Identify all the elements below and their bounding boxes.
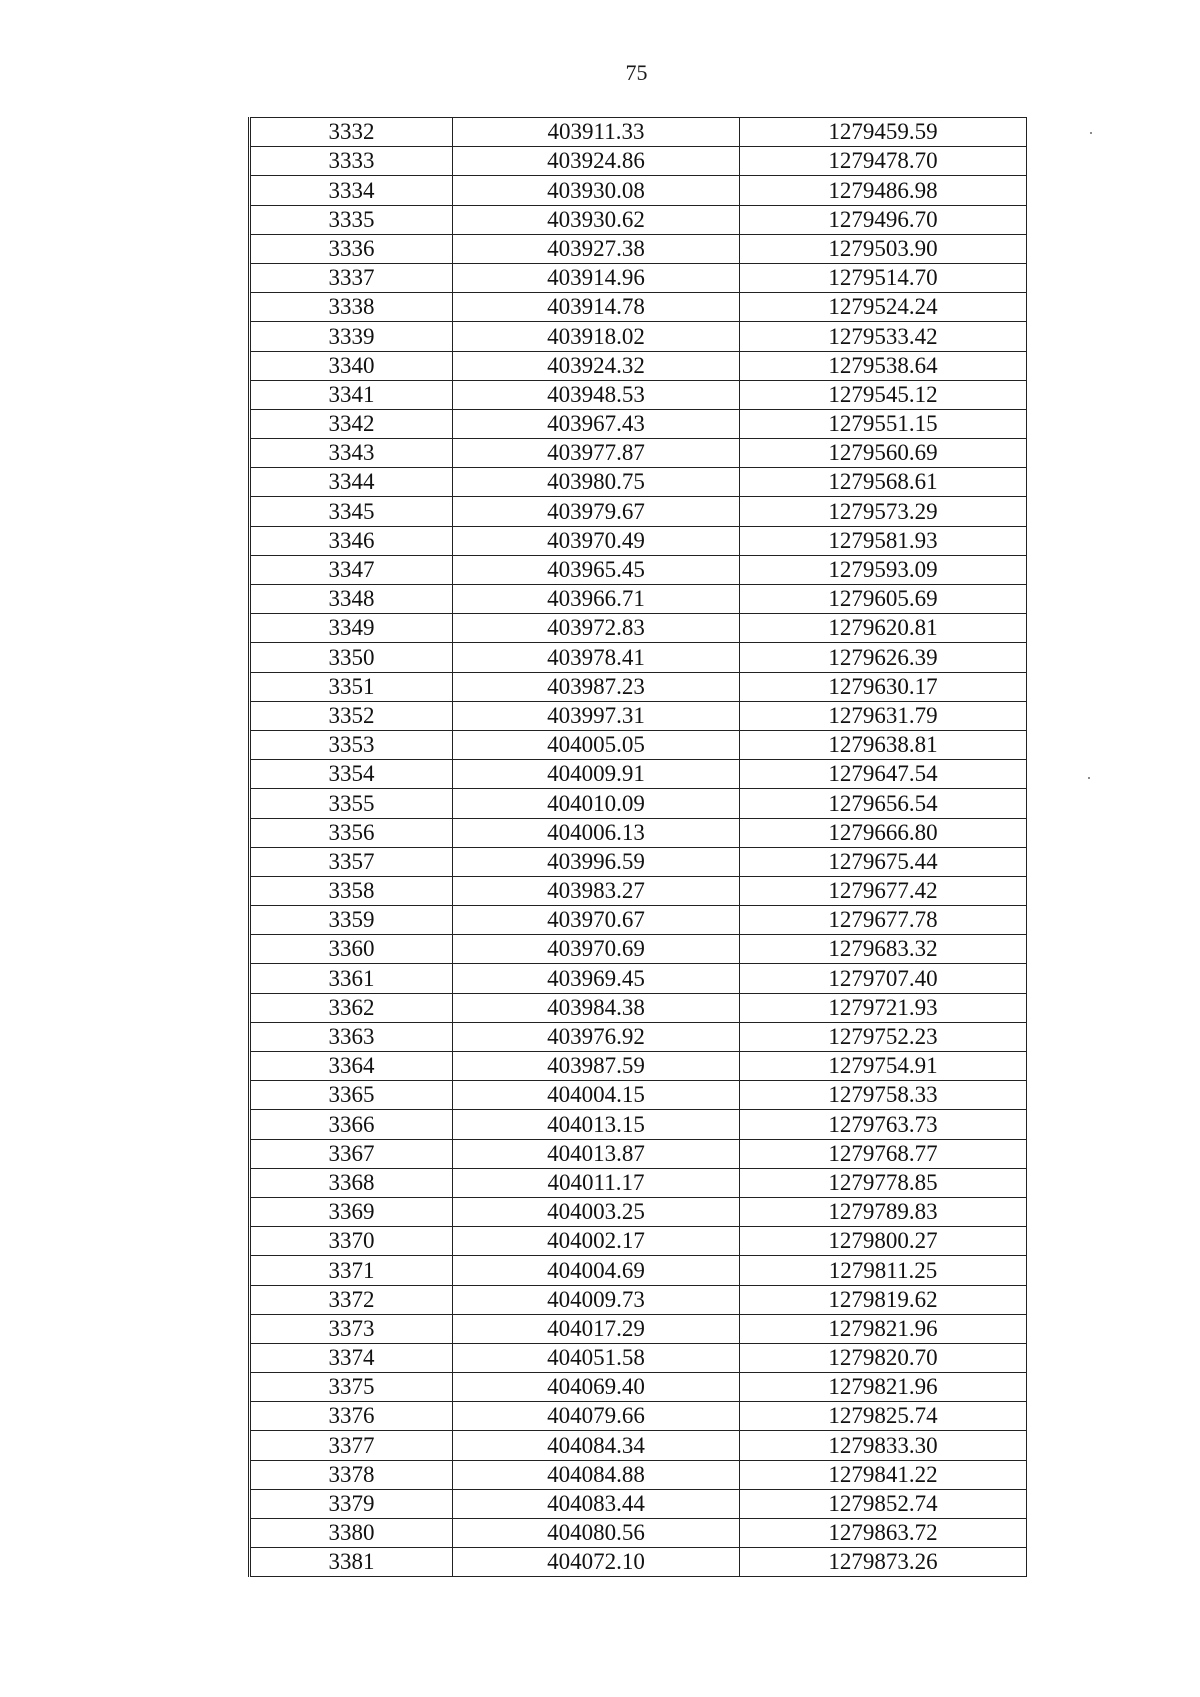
x-coordinate-cell: 404079.66 <box>453 1402 740 1431</box>
y-coordinate-cell: 1279656.54 <box>740 789 1027 818</box>
point-number-cell: 3368 <box>250 1168 453 1197</box>
x-coordinate-cell: 403924.32 <box>453 351 740 380</box>
y-coordinate-cell: 1279841.22 <box>740 1460 1027 1489</box>
point-number-cell: 3378 <box>250 1460 453 1489</box>
table-row <box>250 176 1027 205</box>
x-coordinate-cell: 404084.34 <box>453 1431 740 1460</box>
x-coordinate-cell: 404002.17 <box>453 1227 740 1256</box>
point-number-cell: 3350 <box>250 643 453 672</box>
y-coordinate-cell: 1279573.29 <box>740 497 1027 526</box>
table-row <box>250 1110 1027 1139</box>
y-coordinate-cell: 1279631.79 <box>740 701 1027 730</box>
x-coordinate-cell: 403930.62 <box>453 205 740 234</box>
table-row <box>250 1285 1027 1314</box>
page-number: 75 <box>625 60 648 85</box>
x-coordinate-cell: 403970.67 <box>453 906 740 935</box>
table-row <box>250 526 1027 555</box>
y-coordinate-cell: 1279524.24 <box>740 293 1027 322</box>
table-row <box>250 906 1027 935</box>
table-row <box>250 147 1027 176</box>
table-row <box>250 1489 1027 1518</box>
x-coordinate-cell: 404004.15 <box>453 1081 740 1110</box>
point-number-cell: 3360 <box>250 935 453 964</box>
point-number-cell: 3338 <box>250 293 453 322</box>
x-coordinate-cell: 403948.53 <box>453 380 740 409</box>
x-coordinate-cell: 403918.02 <box>453 322 740 351</box>
point-number-cell: 3354 <box>250 760 453 789</box>
table-row <box>250 380 1027 409</box>
table-row <box>250 263 1027 292</box>
y-coordinate-cell: 1279647.54 <box>740 760 1027 789</box>
table-row <box>250 409 1027 438</box>
point-number-cell: 3363 <box>250 1022 453 1051</box>
x-coordinate-cell: 404009.91 <box>453 760 740 789</box>
table-row <box>250 701 1027 730</box>
table-row <box>250 1402 1027 1431</box>
x-coordinate-cell: 404013.87 <box>453 1139 740 1168</box>
y-coordinate-cell: 1279820.70 <box>740 1343 1027 1372</box>
x-coordinate-cell: 404010.09 <box>453 789 740 818</box>
x-coordinate-cell: 403914.78 <box>453 293 740 322</box>
table-row <box>250 876 1027 905</box>
point-number-cell: 3372 <box>250 1285 453 1314</box>
x-coordinate-cell: 404051.58 <box>453 1343 740 1372</box>
y-coordinate-cell: 1279459.59 <box>740 118 1027 147</box>
y-coordinate-cell: 1279768.77 <box>740 1139 1027 1168</box>
table-row <box>250 1168 1027 1197</box>
point-number-cell: 3351 <box>250 672 453 701</box>
point-number-cell: 3335 <box>250 205 453 234</box>
y-coordinate-cell: 1279677.42 <box>740 876 1027 905</box>
point-number-cell: 3371 <box>250 1256 453 1285</box>
point-number-cell: 3357 <box>250 847 453 876</box>
y-coordinate-cell: 1279800.27 <box>740 1227 1027 1256</box>
table-row <box>250 964 1027 993</box>
table-row <box>250 935 1027 964</box>
table-row <box>250 1431 1027 1460</box>
table-row <box>250 1343 1027 1372</box>
point-number-cell: 3352 <box>250 701 453 730</box>
y-coordinate-cell: 1279677.78 <box>740 906 1027 935</box>
x-coordinate-cell: 403914.96 <box>453 263 740 292</box>
y-coordinate-cell: 1279789.83 <box>740 1197 1027 1226</box>
table-row <box>250 1519 1027 1548</box>
x-coordinate-cell: 403970.49 <box>453 526 740 555</box>
table-row <box>250 1081 1027 1110</box>
y-coordinate-cell: 1279666.80 <box>740 818 1027 847</box>
y-coordinate-cell: 1279581.93 <box>740 526 1027 555</box>
point-number-cell: 3364 <box>250 1052 453 1081</box>
scan-speck <box>1088 777 1090 779</box>
x-coordinate-cell: 404072.10 <box>453 1548 740 1577</box>
y-coordinate-cell: 1279630.17 <box>740 672 1027 701</box>
point-number-cell: 3347 <box>250 555 453 584</box>
point-number-cell: 3353 <box>250 730 453 759</box>
y-coordinate-cell: 1279763.73 <box>740 1110 1027 1139</box>
table-row <box>250 1139 1027 1168</box>
x-coordinate-cell: 403976.92 <box>453 1022 740 1051</box>
point-number-cell: 3342 <box>250 409 453 438</box>
y-coordinate-cell: 1279560.69 <box>740 439 1027 468</box>
table-row <box>250 1022 1027 1051</box>
x-coordinate-cell: 403966.71 <box>453 585 740 614</box>
y-coordinate-cell: 1279754.91 <box>740 1052 1027 1081</box>
y-coordinate-cell: 1279821.96 <box>740 1314 1027 1343</box>
point-number-cell: 3361 <box>250 964 453 993</box>
x-coordinate-cell: 404069.40 <box>453 1373 740 1402</box>
point-number-cell: 3379 <box>250 1489 453 1518</box>
y-coordinate-cell: 1279778.85 <box>740 1168 1027 1197</box>
x-coordinate-cell: 403972.83 <box>453 614 740 643</box>
y-coordinate-cell: 1279638.81 <box>740 730 1027 759</box>
point-number-cell: 3346 <box>250 526 453 555</box>
x-coordinate-cell: 403924.86 <box>453 147 740 176</box>
point-number-cell: 3365 <box>250 1081 453 1110</box>
y-coordinate-cell: 1279514.70 <box>740 263 1027 292</box>
table-row <box>250 1227 1027 1256</box>
point-number-cell: 3332 <box>250 118 453 147</box>
table-row <box>250 205 1027 234</box>
table-row <box>250 322 1027 351</box>
point-number-cell: 3355 <box>250 789 453 818</box>
x-coordinate-cell: 404003.25 <box>453 1197 740 1226</box>
point-number-cell: 3359 <box>250 906 453 935</box>
y-coordinate-cell: 1279721.93 <box>740 993 1027 1022</box>
table-row <box>250 1460 1027 1489</box>
x-coordinate-cell: 403977.87 <box>453 439 740 468</box>
point-number-cell: 3343 <box>250 439 453 468</box>
point-number-cell: 3333 <box>250 147 453 176</box>
y-coordinate-cell: 1279503.90 <box>740 234 1027 263</box>
x-coordinate-cell: 403911.33 <box>453 118 740 147</box>
table-row <box>250 730 1027 759</box>
x-coordinate-cell: 404013.15 <box>453 1110 740 1139</box>
point-number-cell: 3334 <box>250 176 453 205</box>
y-coordinate-cell: 1279825.74 <box>740 1402 1027 1431</box>
y-coordinate-cell: 1279821.96 <box>740 1373 1027 1402</box>
x-coordinate-cell: 404011.17 <box>453 1168 740 1197</box>
table-row <box>250 1548 1027 1577</box>
x-coordinate-cell: 403967.43 <box>453 409 740 438</box>
table-row <box>250 439 1027 468</box>
point-number-cell: 3344 <box>250 468 453 497</box>
y-coordinate-cell: 1279675.44 <box>740 847 1027 876</box>
table-row <box>250 847 1027 876</box>
point-number-cell: 3375 <box>250 1373 453 1402</box>
point-number-cell: 3356 <box>250 818 453 847</box>
x-coordinate-cell: 403983.27 <box>453 876 740 905</box>
y-coordinate-cell: 1279683.32 <box>740 935 1027 964</box>
y-coordinate-cell: 1279873.26 <box>740 1548 1027 1577</box>
y-coordinate-cell: 1279486.98 <box>740 176 1027 205</box>
point-number-cell: 3376 <box>250 1402 453 1431</box>
y-coordinate-cell: 1279833.30 <box>740 1431 1027 1460</box>
x-coordinate-cell: 404004.69 <box>453 1256 740 1285</box>
y-coordinate-cell: 1279545.12 <box>740 380 1027 409</box>
x-coordinate-cell: 403978.41 <box>453 643 740 672</box>
point-number-cell: 3373 <box>250 1314 453 1343</box>
table-row <box>250 672 1027 701</box>
point-number-cell: 3381 <box>250 1548 453 1577</box>
table-row <box>250 789 1027 818</box>
table-row <box>250 351 1027 380</box>
x-coordinate-cell: 403927.38 <box>453 234 740 263</box>
point-number-cell: 3380 <box>250 1519 453 1548</box>
y-coordinate-cell: 1279620.81 <box>740 614 1027 643</box>
x-coordinate-cell: 404080.56 <box>453 1519 740 1548</box>
point-number-cell: 3369 <box>250 1197 453 1226</box>
y-coordinate-cell: 1279538.64 <box>740 351 1027 380</box>
table-row <box>250 1197 1027 1226</box>
x-coordinate-cell: 403965.45 <box>453 555 740 584</box>
y-coordinate-cell: 1279496.70 <box>740 205 1027 234</box>
table-row <box>250 497 1027 526</box>
y-coordinate-cell: 1279533.42 <box>740 322 1027 351</box>
coordinates-table <box>248 117 1027 1577</box>
table-row <box>250 234 1027 263</box>
x-coordinate-cell: 403970.69 <box>453 935 740 964</box>
y-coordinate-cell: 1279752.23 <box>740 1022 1027 1051</box>
x-coordinate-cell: 403969.45 <box>453 964 740 993</box>
table-row <box>250 1373 1027 1402</box>
point-number-cell: 3377 <box>250 1431 453 1460</box>
y-coordinate-cell: 1279863.72 <box>740 1519 1027 1548</box>
y-coordinate-cell: 1279478.70 <box>740 147 1027 176</box>
x-coordinate-cell: 404005.05 <box>453 730 740 759</box>
table-row <box>250 1256 1027 1285</box>
table-row <box>250 760 1027 789</box>
point-number-cell: 3374 <box>250 1343 453 1372</box>
table-row <box>250 118 1027 147</box>
table-row <box>250 643 1027 672</box>
y-coordinate-cell: 1279758.33 <box>740 1081 1027 1110</box>
point-number-cell: 3348 <box>250 585 453 614</box>
y-coordinate-cell: 1279593.09 <box>740 555 1027 584</box>
x-coordinate-cell: 403980.75 <box>453 468 740 497</box>
y-coordinate-cell: 1279605.69 <box>740 585 1027 614</box>
y-coordinate-cell: 1279626.39 <box>740 643 1027 672</box>
point-number-cell: 3367 <box>250 1139 453 1168</box>
scan-speck <box>1090 132 1092 134</box>
table-row <box>250 468 1027 497</box>
x-coordinate-cell: 403987.23 <box>453 672 740 701</box>
table-row <box>250 293 1027 322</box>
table-row <box>250 585 1027 614</box>
y-coordinate-cell: 1279852.74 <box>740 1489 1027 1518</box>
table-row <box>250 818 1027 847</box>
point-number-cell: 3345 <box>250 497 453 526</box>
point-number-cell: 3336 <box>250 234 453 263</box>
y-coordinate-cell: 1279707.40 <box>740 964 1027 993</box>
table-row <box>250 1314 1027 1343</box>
point-number-cell: 3337 <box>250 263 453 292</box>
x-coordinate-cell: 403930.08 <box>453 176 740 205</box>
x-coordinate-cell: 404009.73 <box>453 1285 740 1314</box>
y-coordinate-cell: 1279551.15 <box>740 409 1027 438</box>
x-coordinate-cell: 403996.59 <box>453 847 740 876</box>
point-number-cell: 3341 <box>250 380 453 409</box>
point-number-cell: 3366 <box>250 1110 453 1139</box>
y-coordinate-cell: 1279568.61 <box>740 468 1027 497</box>
y-coordinate-cell: 1279819.62 <box>740 1285 1027 1314</box>
table-row <box>250 993 1027 1022</box>
x-coordinate-cell: 403987.59 <box>453 1052 740 1081</box>
x-coordinate-cell: 403984.38 <box>453 993 740 1022</box>
x-coordinate-cell: 404083.44 <box>453 1489 740 1518</box>
x-coordinate-cell: 404017.29 <box>453 1314 740 1343</box>
point-number-cell: 3370 <box>250 1227 453 1256</box>
point-number-cell: 3349 <box>250 614 453 643</box>
table-row <box>250 614 1027 643</box>
x-coordinate-cell: 403997.31 <box>453 701 740 730</box>
point-number-cell: 3362 <box>250 993 453 1022</box>
point-number-cell: 3358 <box>250 876 453 905</box>
x-coordinate-cell: 404084.88 <box>453 1460 740 1489</box>
y-coordinate-cell: 1279811.25 <box>740 1256 1027 1285</box>
table-row <box>250 1052 1027 1081</box>
x-coordinate-cell: 403979.67 <box>453 497 740 526</box>
point-number-cell: 3339 <box>250 322 453 351</box>
table-row <box>250 555 1027 584</box>
coordinates-table-body <box>250 118 1027 1577</box>
point-number-cell: 3340 <box>250 351 453 380</box>
x-coordinate-cell: 404006.13 <box>453 818 740 847</box>
